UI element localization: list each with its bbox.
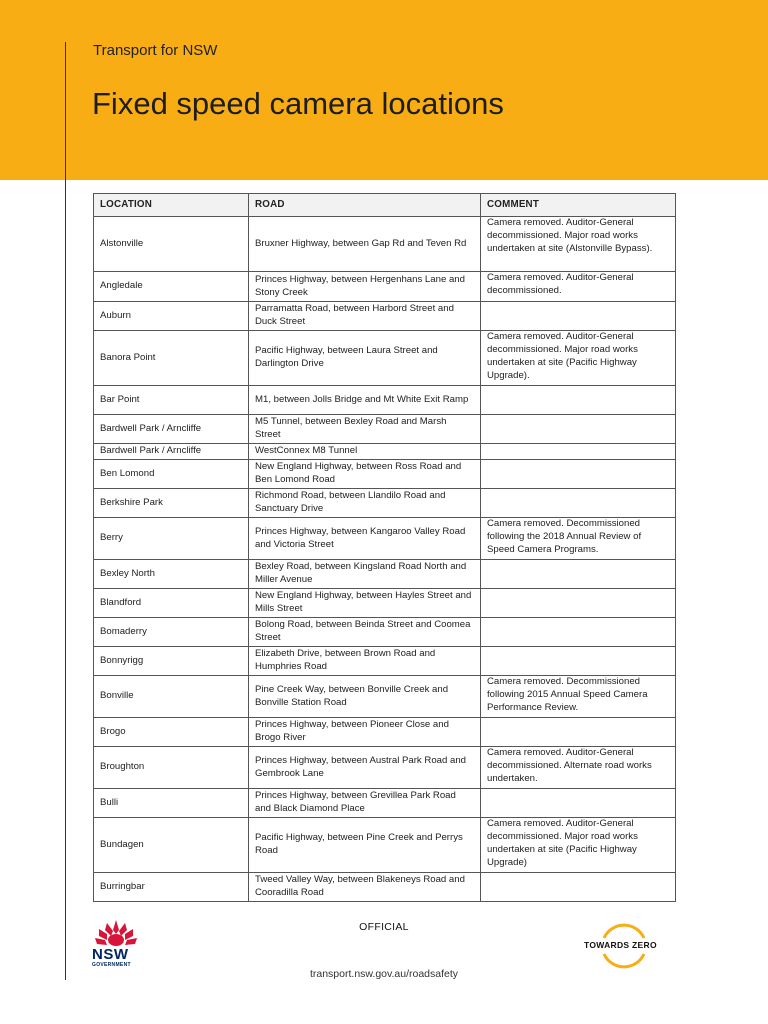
road-cell: Princes Highway, between Grevillea Park Road and Black Diamond Place: [249, 789, 481, 818]
table-row: [94, 518, 676, 560]
road-cell: M5 Tunnel, between Bexley Road and Marsh Street: [249, 415, 481, 444]
location-cell: Bomaderry: [94, 618, 249, 647]
location-cell: Blandford: [94, 589, 249, 618]
table-row: [94, 647, 676, 676]
comment-cell: [481, 718, 676, 747]
table-row: [94, 460, 676, 489]
camera-locations-table: [93, 193, 676, 902]
table-row: [94, 818, 676, 873]
road-cell: Bruxner Highway, between Gap Rd and Teven Rd: [249, 217, 481, 272]
organisation-name: Transport for NSW: [93, 42, 218, 59]
nsw-logo-subtext: GOVERNMENT: [92, 962, 131, 968]
road-cell: Elizabeth Drive, between Brown Road and Humphries Road: [249, 647, 481, 676]
road-cell: New England Highway, between Hayles Street and Mills Street: [249, 589, 481, 618]
location-cell: Burringbar: [94, 873, 249, 902]
location-cell: Bardwell Park / Arncliffe: [94, 444, 249, 460]
comment-cell: Camera removed. Auditor-General decommissioned. Major road works undertaken at site (Alstonville Bypass).: [481, 217, 676, 272]
location-cell: Banora Point: [94, 331, 249, 386]
road-cell: Princes Highway, between Pioneer Close and Brogo River: [249, 718, 481, 747]
table-row: [94, 747, 676, 789]
location-cell: Ben Lomond: [94, 460, 249, 489]
table-row: [94, 489, 676, 518]
road-cell: WestConnex M8 Tunnel: [249, 444, 481, 460]
road-cell: Richmond Road, between Llandilo Road and Sanctuary Drive: [249, 489, 481, 518]
column-header-road: ROAD: [249, 194, 481, 217]
comment-cell: Camera removed. Auditor-General decommissioned. Major road works undertaken at site (Pacific Highway Upgrade).: [481, 331, 676, 386]
nsw-logo-text: NSW: [92, 946, 129, 963]
comment-cell: [481, 647, 676, 676]
comment-cell: [481, 386, 676, 415]
comment-cell: Camera removed. Auditor-General decommissioned.: [481, 272, 676, 302]
location-cell: Bar Point: [94, 386, 249, 415]
road-cell: Princes Highway, between Austral Park Road and Gembrook Lane: [249, 747, 481, 789]
table-row: [94, 718, 676, 747]
table-row: [94, 560, 676, 589]
road-cell: New England Highway, between Ross Road and Ben Lomond Road: [249, 460, 481, 489]
comment-cell: Camera removed. Auditor-General decommissioned. Major road works undertaken at site (Pacific Highway Upgrade): [481, 818, 676, 873]
table-row: [94, 415, 676, 444]
comment-cell: Camera removed. Auditor-General decommissioned. Alternate road works undertaken.: [481, 747, 676, 789]
towards-zero-logo-text: TOWARDS ZERO: [584, 940, 657, 950]
location-cell: Broughton: [94, 747, 249, 789]
table-row: [94, 873, 676, 902]
comment-cell: [481, 415, 676, 444]
location-cell: Bundagen: [94, 818, 249, 873]
road-cell: Princes Highway, between Kangaroo Valley Road and Victoria Street: [249, 518, 481, 560]
location-cell: Bardwell Park / Arncliffe: [94, 415, 249, 444]
comment-cell: [481, 444, 676, 460]
margin-rule: [65, 42, 66, 980]
column-header-location: LOCATION: [94, 194, 249, 217]
road-cell: Pine Creek Way, between Bonville Creek and Bonville Station Road: [249, 676, 481, 718]
comment-cell: [481, 873, 676, 902]
footer-url: transport.nsw.gov.au/roadsafety: [309, 968, 459, 980]
comment-cell: [481, 489, 676, 518]
location-cell: Auburn: [94, 302, 249, 331]
column-header-comment: COMMENT: [481, 194, 676, 217]
comment-cell: Camera removed. Decommissioned following the 2018 Annual Review of Speed Camera Programs.: [481, 518, 676, 560]
table-row: [94, 618, 676, 647]
comment-cell: [481, 460, 676, 489]
comment-cell: Camera removed. Decommissioned following 2015 Annual Speed Camera Performance Review.: [481, 676, 676, 718]
road-cell: Pacific Highway, between Laura Street and Darlington Drive: [249, 331, 481, 386]
table-row: [94, 272, 676, 302]
location-cell: Bonville: [94, 676, 249, 718]
table-body: [94, 217, 676, 902]
table-row: [94, 676, 676, 718]
location-cell: Bulli: [94, 789, 249, 818]
table-row: [94, 589, 676, 618]
road-cell: Tweed Valley Way, between Blakeneys Road and Cooradilla Road: [249, 873, 481, 902]
road-cell: Princes Highway, between Hergenhans Lane and Stony Creek: [249, 272, 481, 302]
classification-label: OFFICIAL: [359, 921, 409, 933]
road-cell: Parramatta Road, between Harbord Street and Duck Street: [249, 302, 481, 331]
table-row: [94, 789, 676, 818]
table-row: [94, 217, 676, 272]
location-cell: Alstonville: [94, 217, 249, 272]
road-cell: Pacific Highway, between Pine Creek and Perrys Road: [249, 818, 481, 873]
table-row: [94, 302, 676, 331]
page-title: Fixed speed camera locations: [92, 86, 504, 121]
location-cell: Berry: [94, 518, 249, 560]
table-header-row: [94, 194, 676, 217]
road-cell: Bolong Road, between Beinda Street and Coomea Street: [249, 618, 481, 647]
location-cell: Brogo: [94, 718, 249, 747]
location-cell: Bonnyrigg: [94, 647, 249, 676]
table-row: [94, 331, 676, 386]
location-cell: Berkshire Park: [94, 489, 249, 518]
comment-cell: [481, 789, 676, 818]
comment-cell: [481, 302, 676, 331]
comment-cell: [481, 589, 676, 618]
table-row: [94, 444, 676, 460]
table-row: [94, 386, 676, 415]
location-cell: Angledale: [94, 272, 249, 302]
comment-cell: [481, 618, 676, 647]
comment-cell: [481, 560, 676, 589]
road-cell: Bexley Road, between Kingsland Road North and Miller Avenue: [249, 560, 481, 589]
road-cell: M1, between Jolls Bridge and Mt White Exit Ramp: [249, 386, 481, 415]
location-cell: Bexley North: [94, 560, 249, 589]
